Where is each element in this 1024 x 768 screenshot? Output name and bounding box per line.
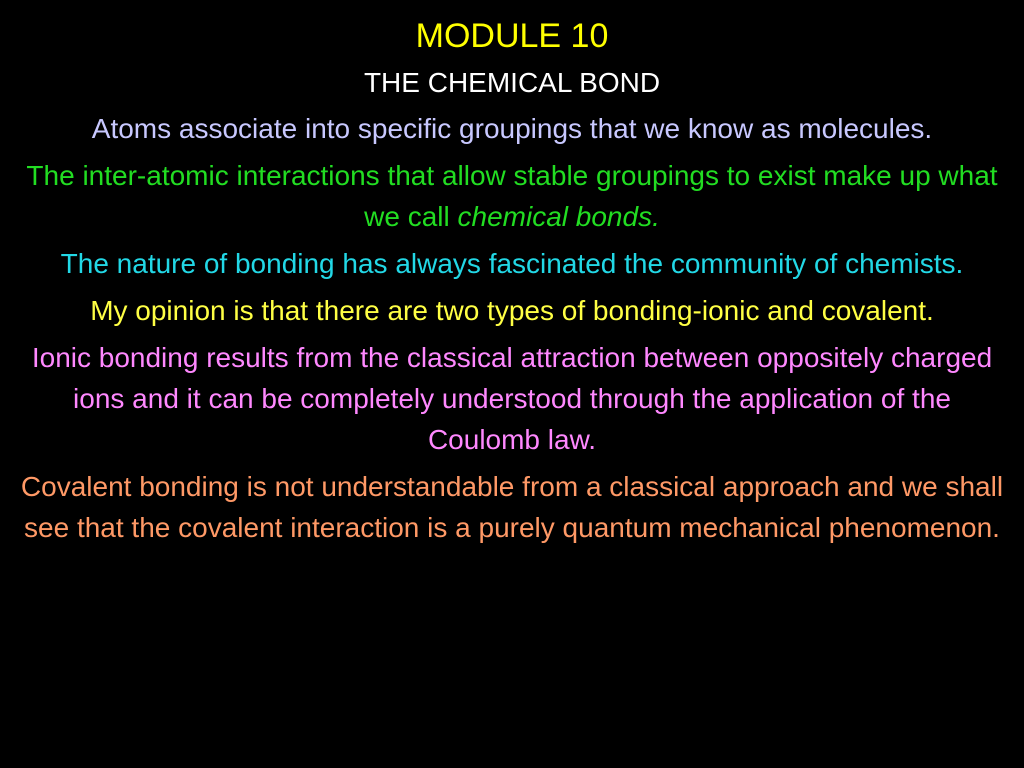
chemical-bonds-emphasis: chemical bonds.: [457, 201, 660, 232]
paragraph-molecules: Atoms associate into specific groupings that we know as molecules.: [91, 113, 933, 144]
slide-title: MODULE 10: [415, 17, 609, 55]
paragraph-covalent-bonding: Covalent bonding is not understandable from a classical approach and we shall see that the covalent interaction is a purely quantum mechanical phenomenon.: [20, 471, 1004, 543]
paragraph-bonding-types: My opinion is that there are two types of bonding-ionic and covalent.: [90, 295, 934, 326]
slide-subtitle: THE CHEMICAL BOND: [363, 67, 661, 98]
paragraph-nature-of-bonding: The nature of bonding has always fascinated the community of chemists.: [60, 248, 964, 279]
paragraph-chemical-bonds-text: The inter-atomic interactions that allow stable groupings to exist make up what we call: [26, 160, 998, 232]
paragraph-ionic-bonding: Ionic bonding results from the classical attraction between oppositely charged ions and it can be completely understood through the application of the Coulomb law.: [31, 342, 993, 455]
paragraph-chemical-bonds: [0, 155, 1024, 237]
